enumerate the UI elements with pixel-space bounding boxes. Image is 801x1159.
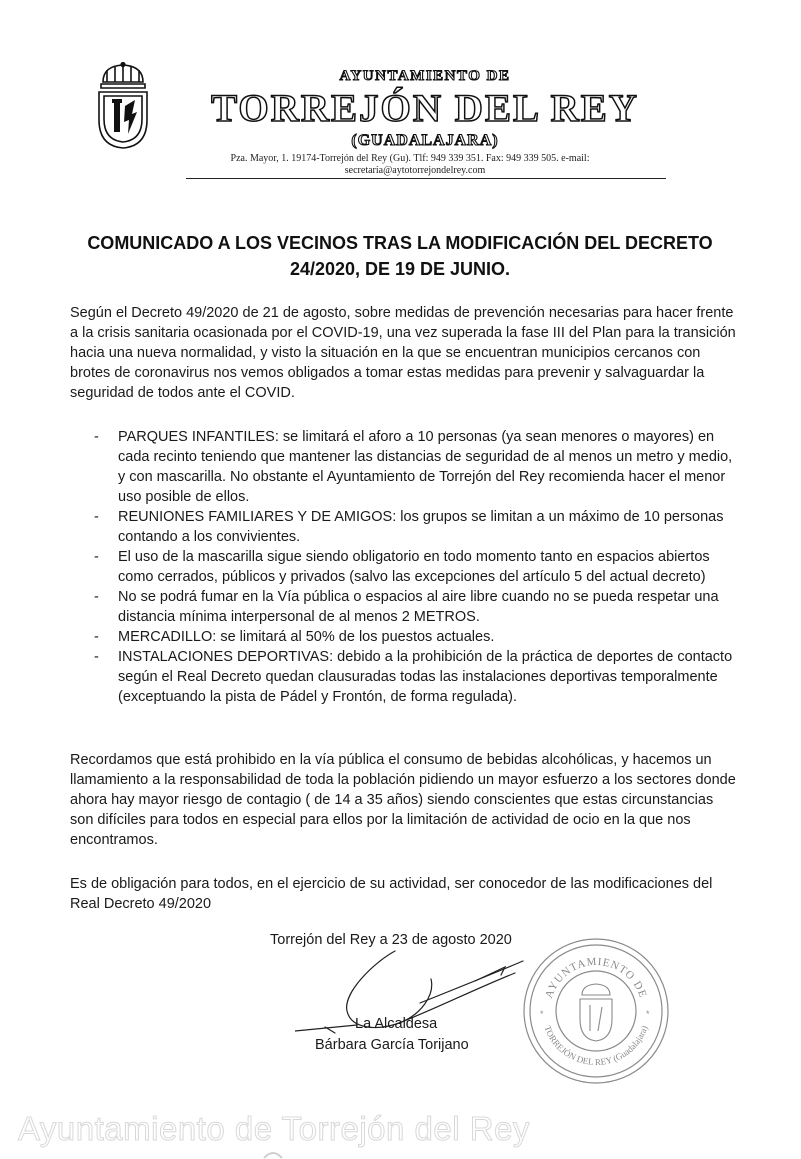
watermark: Ayuntamiento de Torrejón del Rey bbox=[18, 1110, 530, 1147]
bullet-dash: - bbox=[94, 589, 99, 605]
list-item bbox=[90, 647, 740, 707]
svg-text:TORREJÓN DEL REY (Guadalajara) bbox=[542, 1024, 649, 1067]
bullet-dash: - bbox=[94, 629, 99, 645]
svg-text:*: * bbox=[646, 1009, 650, 1019]
list-item bbox=[90, 627, 740, 647]
bullet-dash: - bbox=[94, 509, 99, 525]
measure-text: No se podrá fumar en la Vía pública o espacios al aire libre cuando no se pueda respetar una distancia mínima interpersonal de al menos 2 METROS. bbox=[118, 589, 719, 625]
measure-text: PARQUES INFANTILES: se limitará el aforo a 10 personas (ya sean menores o mayores) en cada recinto teniendo que mantener las distancias de seguridad de al menos un metro y medio, y con mascarilla. No obstante el Ayuntamiento de Torrejón del Rey recomienda hacer el menor uso posible de ellos. bbox=[118, 429, 733, 505]
bullet-dash: - bbox=[94, 429, 99, 445]
bullet-dash: - bbox=[94, 549, 99, 565]
seal-top-text: AYUNTAMIENTO DE bbox=[543, 955, 649, 1000]
letterhead-province: (GUADALAJARA) bbox=[351, 132, 499, 149]
measure-text: INSTALACIONES DEPORTIVAS: debido a la prohibición de la práctica de deportes de contacto según el Real Decreto quedan clausuradas todas las instalaciones deportivas temporalmente (exceptuando la pista de Pádel y Frontón, de forma regulada). bbox=[118, 649, 733, 705]
coat-of-arms-icon bbox=[95, 62, 151, 150]
seal-bottom-text: TORREJÓN DEL REY (Guadalajara) bbox=[542, 1024, 650, 1068]
obligation-paragraph: Es de obligación para todos, en el ejercicio de su actividad, ser conocedor de las modificaciones del Real Decreto 49/2020 bbox=[70, 876, 713, 912]
letterhead-address: Pza. Mayor, 1. 19174-Torrejón del Rey (Gu). Tlf: 949 339 351. Fax: 949 339 505. e-mail: bbox=[230, 153, 590, 164]
measure-text: El uso de la mascarilla sigue siendo obligatorio en todo momento tanto en espacios abiertos como cerrados, públicos y privados (salvo las excepciones del artículo 5 del actual decreto) bbox=[118, 549, 710, 585]
svg-text:AYUNTAMIENTO DE bbox=[543, 956, 649, 1000]
letterhead-town-name: TORREJÓN DEL REY bbox=[211, 87, 639, 130]
signer-role: La Alcaldesa bbox=[355, 1016, 438, 1032]
svg-text:*: * bbox=[540, 1009, 544, 1019]
list-item bbox=[90, 427, 740, 507]
place-date: Torrejón del Rey a 23 de agosto 2020 bbox=[270, 932, 512, 948]
list-item bbox=[90, 587, 740, 627]
bullet-dash: - bbox=[94, 649, 99, 665]
letterhead-ayuntamiento: AYUNTAMIENTO DE bbox=[339, 68, 511, 84]
signer-name: Bárbara García Torijano bbox=[315, 1037, 469, 1053]
reminder-paragraph: Recordamos que está prohibido en la vía pública el consumo de bebidas alcohólicas, y hacemos un llamamiento a la responsabilidad de toda la población pidiendo un mayor esfuerzo a los sectores donde ahora hay mayor riesgo de contagio ( de 14 a 35 años) siendo conscientes que estas circunstancias son difíciles para todos en especial para ellos por la limitación de actividad de ocio en la que nos encontramos. bbox=[70, 752, 736, 848]
scan-mark bbox=[262, 1148, 284, 1159]
letterhead-email: secretaria@aytotorrejondelrey.com bbox=[344, 165, 486, 176]
measures-list bbox=[90, 427, 740, 707]
intro-paragraph: Según el Decreto 49/2020 de 21 de agosto, sobre medidas de prevención necesarias para hacer frente a la crisis sanitaria ocasionada por el COVID-19, una vez superada la fase III del Plan para la transición hacia una nueva normalidad, y visto la situación en la que se encuentran municipios cercanos con brotes de coronavirus nos vemos obligados a tomar estas medidas para prevenir y salvaguardar la seguridad de todos ante el COVID. bbox=[70, 305, 736, 401]
list-item bbox=[90, 507, 740, 547]
measure-text: REUNIONES FAMILIARES Y DE AMIGOS: los grupos se limitan a un máximo de 10 personas contando a los convivientes. bbox=[118, 509, 724, 545]
list-item bbox=[90, 547, 740, 587]
measure-text: MERCADILLO: se limitará al 50% de los puestos actuales. bbox=[118, 629, 495, 645]
document-title: COMUNICADO A LOS VECINOS TRAS LA MODIFICACIÓN DEL DECRETO 24/2020, DE 19 DE JUNIO. bbox=[87, 233, 713, 279]
letterhead-rule bbox=[186, 178, 666, 179]
official-seal bbox=[520, 935, 672, 1087]
